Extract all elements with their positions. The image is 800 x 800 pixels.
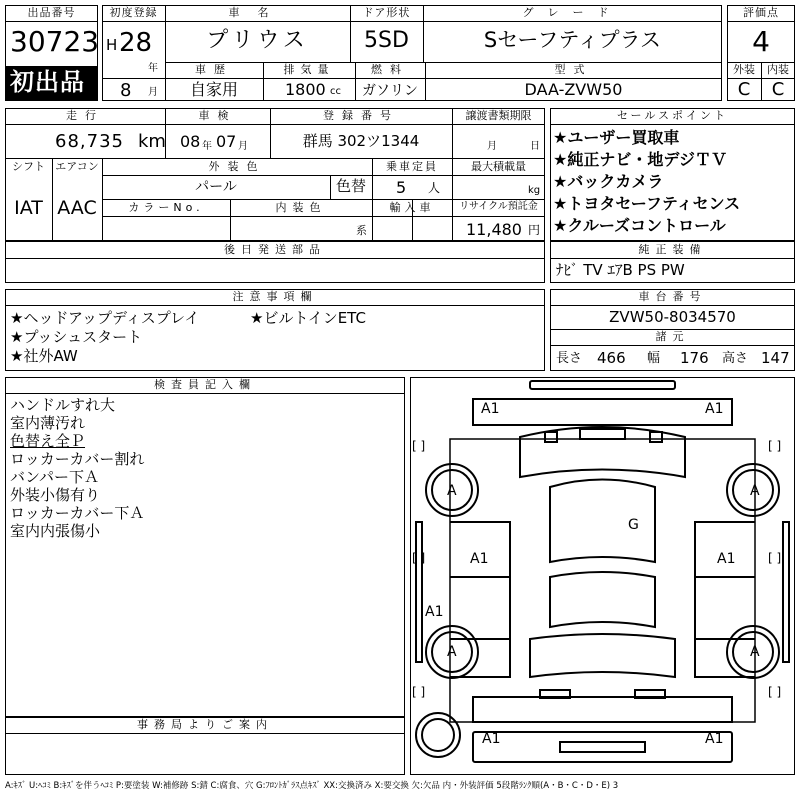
chassis-label: 車台番号 <box>638 290 707 303</box>
bracket-left-bottom: [ ] <box>412 685 426 699</box>
capacity-unit: 人 <box>428 181 441 195</box>
score-label: 評価点 <box>743 6 779 19</box>
caution-label: 注意事項欄 <box>232 290 318 303</box>
damage-right-front-door: A1 <box>717 551 736 567</box>
ac-label: エアコン <box>55 160 99 173</box>
grade: Sセーフティプラス <box>483 28 662 52</box>
recycle-unit: 円 <box>528 223 541 237</box>
transfer-month-unit: 月 <box>487 141 497 152</box>
car-name-label: 車名 <box>228 6 287 19</box>
model-label: 型式 <box>554 63 593 76</box>
inspector-note: 色替え全Ｐ <box>10 432 86 450</box>
first-reg-month: 8 <box>120 80 132 101</box>
height-label: 高さ <box>722 351 749 366</box>
transfer-day-unit: 日 <box>530 141 540 152</box>
color-no-label: カラーNo. <box>128 201 204 214</box>
inspection-month-unit: 月 <box>238 141 248 152</box>
damage-front-right-tire: A <box>750 483 760 499</box>
exterior-score: C <box>737 79 751 100</box>
fuel: ガソリン <box>362 83 418 99</box>
door-type: 5SD <box>364 28 409 53</box>
genuine-equipment: ﾅﾋﾞ TV ｴｱB PS PW <box>556 261 685 279</box>
plate-number: 群馬 302ツ1344 <box>302 132 420 150</box>
damage-rear-left-tire: A <box>447 644 457 660</box>
transfer-label: 譲渡書類期限 <box>465 109 532 122</box>
dimensions-label: 諸元 <box>655 330 690 343</box>
width-label: 幅 <box>647 351 661 366</box>
capacity: 5 <box>396 178 407 197</box>
inspector-note: 室内内張傷小 <box>10 522 101 540</box>
caution-line: ★ビルトインETC <box>250 309 366 327</box>
inspector-note: ロッカーカバー下Ａ <box>10 504 145 522</box>
inspector-note: 外装小傷有り <box>10 486 101 504</box>
ac: AAC <box>57 197 97 219</box>
history: 自家用 <box>189 80 238 99</box>
displacement: 1800 <box>285 80 326 99</box>
inspector-note: ハンドルすれ大 <box>10 396 116 414</box>
first-reg-label: 初度登録 <box>109 6 158 19</box>
damage-rear-right: A1 <box>705 731 724 747</box>
interior-label: 内装 <box>767 63 789 76</box>
inspector-label: 検査員記入欄 <box>154 378 256 391</box>
damage-front-right: A1 <box>705 401 724 417</box>
model-code: DAA-ZVW50 <box>524 80 623 99</box>
exterior-label: 外装 <box>733 63 755 76</box>
inspection-year: 08 <box>180 132 201 151</box>
door-label: ドア形状 <box>362 6 411 19</box>
color-change: 色替 <box>335 177 366 195</box>
car-name: プリウス <box>206 28 309 53</box>
caution-line: ★プッシュスタート <box>10 328 143 346</box>
int-color-label: 内装色 <box>275 201 327 214</box>
ext-color-label: 外装色 <box>208 160 266 173</box>
inspector-note: 室内薄汚れ <box>10 414 86 432</box>
width-value: 176 <box>680 349 709 367</box>
ext-color: パール <box>195 179 237 195</box>
inspector-notes <box>10 396 144 540</box>
recycle-label: リサイクル預託金 <box>459 201 538 212</box>
damage-left-rocker: A1 <box>425 604 444 620</box>
bracket-left-top: [ ] <box>412 439 426 453</box>
lot-label: 出品番号 <box>27 6 76 19</box>
damage-front-left-tire: A <box>447 483 457 499</box>
int-color-unit: 系 <box>356 224 367 237</box>
height-value: 147 <box>761 349 790 367</box>
later-parts-label: 後日発送部品 <box>224 243 326 256</box>
interior-score: C <box>771 79 785 100</box>
damage-left-front-door: A1 <box>470 551 489 567</box>
bracket-left-mid: [ ] <box>412 551 426 565</box>
length-label: 長さ <box>556 351 583 366</box>
history-label: 車歴 <box>195 63 233 76</box>
score: 4 <box>752 25 770 58</box>
sales-point-item: ★クルーズコントロール <box>553 216 726 235</box>
sales-point-item: ★バックカメラ <box>553 172 664 191</box>
displacement-label: 排気量 <box>283 63 335 76</box>
shift: IAT <box>14 197 43 219</box>
lot-number: 30723 <box>10 25 100 58</box>
mileage-unit: km <box>138 131 166 152</box>
car-diagram <box>410 377 795 775</box>
damage-roof: G <box>628 517 639 533</box>
plate-label: 登録番号 <box>323 109 399 122</box>
max-load-unit: kg <box>528 185 541 196</box>
mileage: 68,735 <box>55 131 124 152</box>
damage-front-left: A1 <box>481 401 500 417</box>
caution-line: ★ヘッドアップディスプレイ <box>10 309 200 327</box>
bracket-right-bottom: [ ] <box>768 685 782 699</box>
genuine-equipment-label: 純正装備 <box>638 243 707 256</box>
caution-line: ★社外AW <box>10 347 78 365</box>
bracket-right-top: [ ] <box>768 439 782 453</box>
max-load-label: 最大積載量 <box>471 160 526 173</box>
legend: A:ｷｽﾞ U:ﾍｺﾐ B:ｷｽﾞを伴うﾍｺﾐ P:要塗装 W:補修跡 S:錆 C:腐食、穴 G:ﾌﾛﾝﾄｶﾞﾗｽ点ｷｽﾞ XX:交換済み X:要交換 欠:欠品 内・外装評価 5段階ﾗﾝｸ順(A・B・C・D・E) 3 <box>5 781 619 791</box>
office-label: 事務局よりご案内 <box>137 718 273 731</box>
sales-point-item: ★トヨタセーフティセンス <box>553 194 741 213</box>
month-unit: 月 <box>148 87 158 98</box>
bracket-right-mid: [ ] <box>768 551 782 565</box>
inspection-year-unit: 年 <box>202 141 212 152</box>
sales-point-item: ★ユーザー買取車 <box>553 128 680 147</box>
year-unit: 年 <box>148 63 158 74</box>
first-listing-label: 初出品 <box>10 68 85 96</box>
first-reg-year: 28 <box>119 28 153 58</box>
damage-rear-right-tire: A <box>750 644 760 660</box>
sales-point-item: ★純正ナビ・地デジＴＶ <box>553 150 728 169</box>
shift-label: シフト <box>12 160 45 173</box>
first-reg-era: H <box>106 36 118 54</box>
inspection-label: 車検 <box>198 109 237 122</box>
inspector-note: バンパー下Ａ <box>10 468 99 486</box>
length-value: 466 <box>597 349 626 367</box>
sales-points-label: セールスポイント <box>616 109 728 122</box>
inspector-note: ロッカーカバー割れ <box>10 450 145 468</box>
damage-rear-left: A1 <box>482 731 501 747</box>
displacement-unit: cc <box>330 86 341 97</box>
chassis-number: ZVW50-8034570 <box>609 308 736 326</box>
import-label: 輸入車 <box>389 201 435 214</box>
inspection-month: 07 <box>216 132 237 151</box>
recycle-fee: 11,480 <box>466 220 522 239</box>
capacity-label: 乗車定員 <box>386 160 438 173</box>
fuel-label: 燃料 <box>371 63 409 76</box>
grade-label: グレード <box>522 6 623 19</box>
mileage-label: 走行 <box>66 109 104 122</box>
